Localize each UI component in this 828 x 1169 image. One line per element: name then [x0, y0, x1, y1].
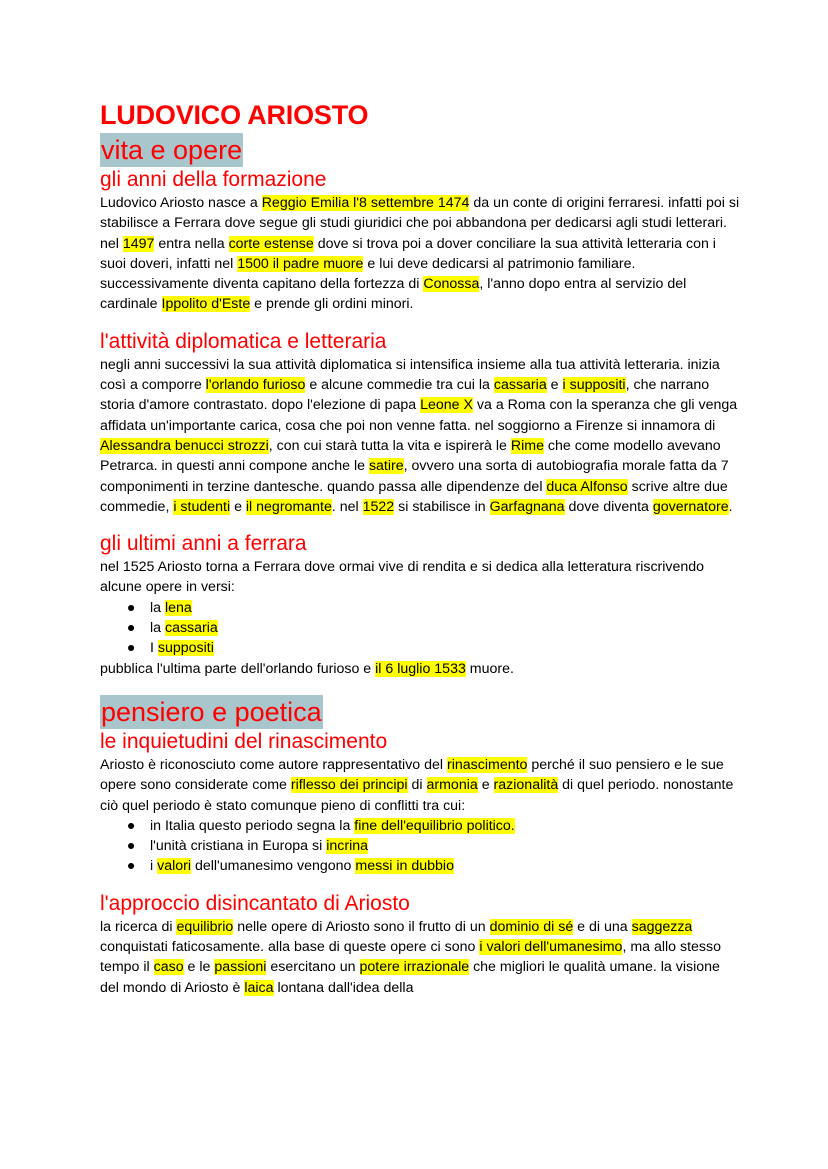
text-run: e [230, 498, 246, 515]
text-run: dell'umanesimo vengono [191, 858, 356, 875]
highlighted-text: razionalità [493, 777, 559, 794]
text-run: negli anni successivi la sua attività diplomatica si intensifica insieme alla tua attività letteraria. inizia così a comporre [100, 356, 720, 394]
paragraph [100, 193, 740, 315]
section-heading: pensiero e poetica [101, 696, 322, 727]
bullet-list [100, 598, 740, 659]
section-heading: vita e opere [101, 135, 243, 165]
highlighted-text: governatore [652, 498, 729, 515]
text-run: entra nella [154, 235, 229, 252]
subsection-heading: l'attività diplomatica e letteraria [100, 329, 387, 353]
text-run: . nel [331, 498, 363, 515]
highlighted-text: armonia [426, 777, 478, 794]
text-run: Ludovico Ariosto nasce a [100, 195, 262, 211]
highlighted-text: lena [164, 599, 192, 616]
text-run: la [150, 620, 165, 637]
highlighted-text: Leone X [420, 397, 473, 414]
text-run: Ariosto è riconosciuto come autore rappresentativo del [100, 756, 447, 773]
text-run: conquistati faticosamente. alla base di queste opere ci sono [100, 939, 480, 956]
text-run: , ma allo stesso tempo il [100, 939, 722, 976]
text-run: e prende gli ordini minori. [250, 296, 414, 313]
bullet-icon: ● [126, 817, 136, 834]
highlighted-text: Rime [510, 437, 544, 454]
text-run: lontana dall'idea della [273, 979, 414, 996]
bullet-icon: ● [126, 599, 136, 616]
text-run: scrive altre due commedie, [100, 478, 728, 515]
text-run: dove diventa [564, 498, 653, 515]
paragraph [100, 659, 740, 679]
text-run: perché il suo pensiero e le sue opere sono considerate come [100, 756, 724, 794]
highlighted-text: incrina [326, 838, 368, 855]
highlighted-text: caso [153, 959, 184, 976]
text-run: muore. [465, 660, 514, 677]
text-run: da un conte di origini ferraresi. infatti poi si stabilisce a Ferrara dove segue gli studi giuridici che poi abbandona per dedicarsi agli studi letterari. nel [100, 195, 740, 252]
text-run: la ricerca di [100, 918, 177, 935]
highlighted-text: Garfagnana [489, 498, 565, 515]
highlighted-text: valori [157, 858, 191, 875]
list-item [124, 856, 740, 876]
highlighted-text: laica [244, 979, 274, 996]
highlighted-text: 1500 il padre muore [237, 255, 364, 272]
highlighted-text: satire [368, 458, 404, 475]
section-pensiero-e-poetica [100, 695, 740, 998]
text-run: la [150, 599, 165, 616]
text-run: pubblica l'ultima parte dell'orlando furioso e [100, 660, 376, 677]
highlighted-text: suppositi [157, 640, 214, 657]
highlighted-text: duca Alfonso [546, 478, 628, 495]
highlighted-text: i suppositi [562, 377, 626, 394]
highlighted-text: passioni [214, 959, 267, 976]
text-run: e di una [573, 918, 632, 935]
highlighted-text: 1522 [362, 498, 395, 515]
text-run: dove si trova poi a dover conciliare la sua attività letteraria con i suoi doveri, infatti nel [100, 235, 716, 272]
list-item [124, 836, 740, 856]
text-run: e [477, 777, 494, 794]
text-run: , con cui starà tutta la vita e ispirerà le [268, 437, 511, 454]
text-run: i [150, 858, 158, 875]
text-run: in Italia questo periodo segna la [150, 817, 355, 834]
highlighted-text: cassaria [493, 377, 547, 394]
highlighted-text: l'orlando furioso [205, 377, 306, 394]
text-run: di quel periodo. nonostante ciò quel periodo è stato comunque pieno di conflitti tra cui: [100, 777, 734, 814]
document-title: LUDOVICO ARIOSTO [100, 100, 369, 130]
subsection-heading: le inquietudini del rinascimento [100, 729, 388, 753]
highlighted-text: i studenti [173, 498, 231, 515]
highlighted-text: i valori dell'umanesimo [479, 939, 623, 956]
list-item [124, 638, 740, 658]
section-vita-e-opere [100, 133, 740, 695]
text-run: , che narrano storia d'amore contrastato. dopo l'elezione di papa [100, 377, 710, 414]
text-run: l'unità cristiana in Europa si [150, 838, 327, 855]
highlighted-text: potere irrazionale [359, 959, 470, 976]
paragraph [100, 917, 740, 998]
highlighted-text: 1497 [122, 235, 155, 252]
highlighted-text: il negromante [245, 498, 332, 515]
text-run: I [150, 640, 158, 657]
highlighted-text: riflesso dei principi [290, 777, 408, 794]
list-item [124, 816, 740, 836]
document-page [100, 97, 740, 998]
bullet-icon: ● [126, 858, 136, 875]
paragraph [100, 755, 740, 816]
highlighted-text: cassaria [164, 620, 218, 637]
text-run: e alcune commedie tra cui la [305, 377, 494, 394]
list-item [124, 618, 740, 638]
bullet-list [100, 816, 740, 877]
highlighted-text: messi in dubbio [355, 858, 454, 875]
text-run: nelle opere di Ariosto sono il frutto di un [233, 918, 490, 935]
bullet-icon: ● [126, 620, 136, 637]
paragraph [100, 557, 740, 598]
text-run: che migliori le qualità umane. la visione del mondo di Ariosto è [100, 959, 720, 996]
text-run: e lui deve dedicarsi al patrimonio familiare. successivamente diventa capitano della fortezza di [100, 255, 636, 293]
text-run: e [546, 377, 563, 394]
highlighted-text: fine dell'equilibrio politico. [354, 817, 515, 834]
text-run: va a Roma con la speranza che gli venga affidata un'importante carica, cosa che poi non venne fatta. nel soggiorno a Firenze si innamora di [100, 397, 738, 434]
text-run: esercitano un [266, 959, 360, 976]
text-run: , ovvero una sorta di autobiografia morale fatta da 7 componimenti in terzine dantesche. quando passa alle dipendenze del [100, 458, 729, 495]
text-run: si stabilisce in [394, 498, 490, 515]
highlighted-text: equilibrio [176, 918, 234, 935]
subsection-heading: gli ultimi anni a ferrara [100, 532, 307, 556]
subsection-heading: gli anni della formazione [100, 168, 327, 191]
text-run: di [407, 777, 427, 794]
highlighted-text: dominio di sé [489, 918, 574, 935]
text-run: . [728, 498, 733, 515]
highlighted-text: rinascimento [447, 756, 528, 773]
highlighted-text: Reggio Emilia l'8 settembre 1474 [261, 195, 470, 211]
text-run: , l'anno dopo entra al servizio del cardinale [100, 276, 687, 313]
highlighted-text: Alessandra benucci strozzi [100, 437, 269, 454]
text-run: che come modello avevano Petrarca. in questi anni compone anche le [100, 437, 721, 475]
highlighted-text: saggezza [631, 918, 693, 935]
highlighted-text: Ippolito d'Este [161, 296, 251, 313]
paragraph [100, 355, 740, 517]
highlighted-text: corte estense [228, 235, 314, 252]
text-run: nel 1525 Ariosto torna a Ferrara dove ormai vive di rendita e si dedica alla letteratura riscrivendo alcune opere in versi: [100, 559, 705, 596]
list-item [124, 598, 740, 618]
text-run: e le [183, 959, 215, 976]
highlighted-text: Conossa [423, 276, 480, 293]
bullet-icon: ● [126, 640, 136, 657]
subsection-heading: l'approccio disincantato di Ariosto [100, 891, 410, 915]
highlighted-text: il 6 luglio 1533 [375, 660, 466, 677]
bullet-icon: ● [126, 838, 136, 855]
